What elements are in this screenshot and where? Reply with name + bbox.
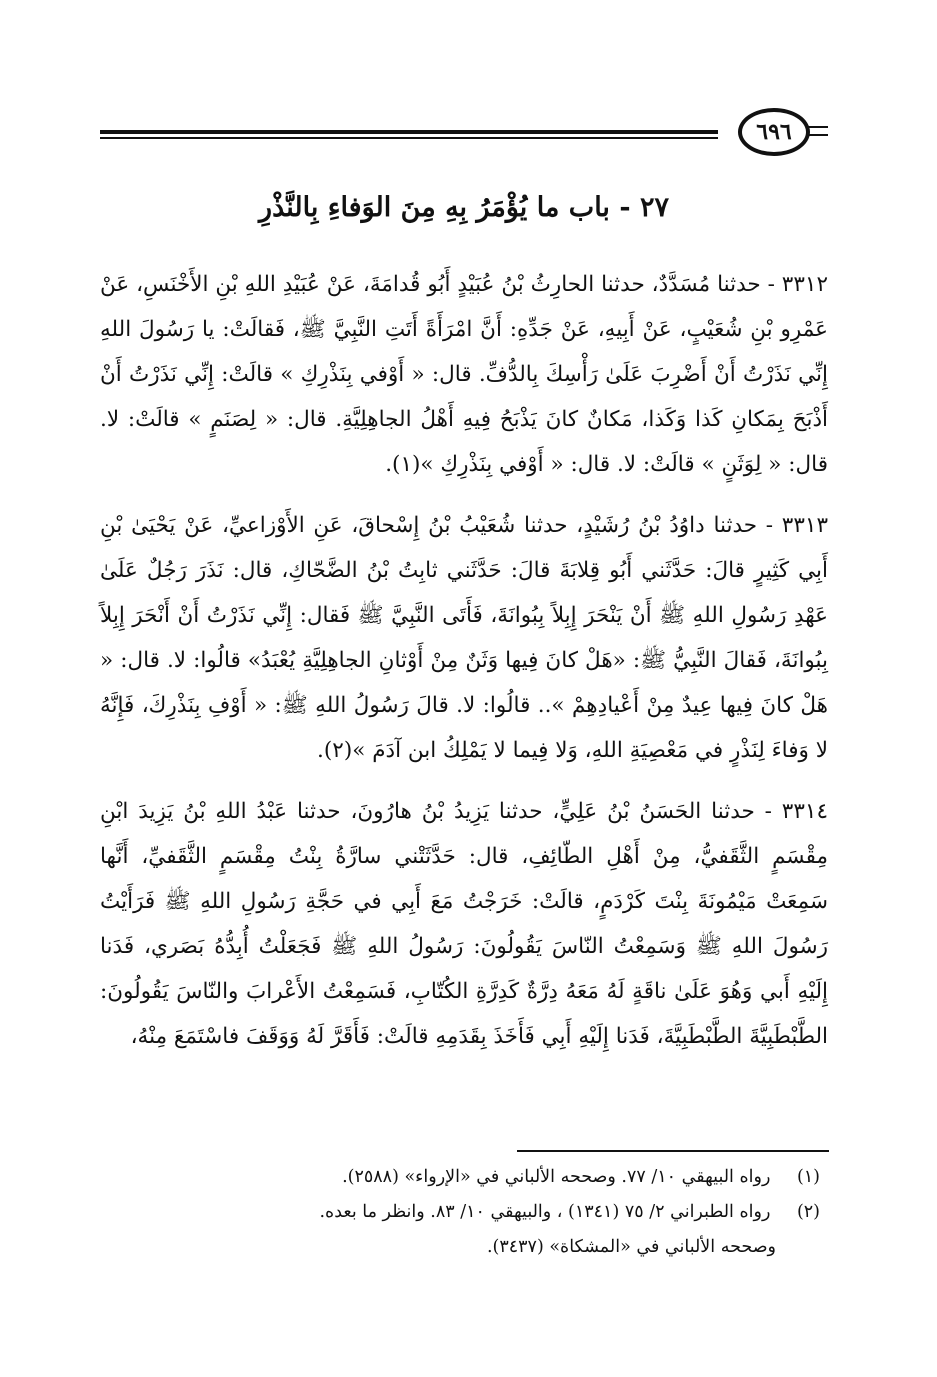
- footnote-text: وصححه الألباني في «المشكاة» (٣٤٣٧).: [486, 1237, 776, 1257]
- footnote-text: رواه الطبراني ٢/ ٧٥ (١٣٤١) ، والبيهقي ١٠/ ٨٣. وانظر ما بعده.: [319, 1202, 771, 1222]
- footnote-separator: [517, 1150, 829, 1152]
- footnote-2: [100, 1195, 820, 1230]
- hadith-3312: [100, 262, 828, 487]
- chapter-title: ٢٧ - باب ما يُؤْمَرُ بِهِ مِنَ الوَفاءِ بِالنَّذْرِ: [259, 192, 669, 223]
- footnote-1: [100, 1160, 820, 1195]
- footnote-number: (٢): [796, 1202, 820, 1222]
- footnote-number: (١): [796, 1167, 820, 1187]
- hadith-3313: [100, 503, 828, 773]
- footnotes: [100, 1160, 820, 1265]
- header-rule: [100, 130, 718, 134]
- hadith-text: ٣٣١٢ - حدثنا مُسَدَّدٌ، حدثنا الحارِثُ بْنُ عُبَيْدٍ أَبُو قُدامَةَ، عَنْ عُبَيْدِ اللهِ بْنِ الأَخْنَسِ، عَنْ عَمْرِو بْنِ شُعَيْبٍ، عَنْ أَبِيهِ، عَنْ جَدِّهِ: أَنَّ امْرَأَةً أَتَتِ النَّبِيَّ ﷺ، فَقالَتْ: يا رَسُولَ اللهِ إِنِّي نَذَرْتُ أَنْ أَضْرِبَ عَلَىٰ رَأْسِكَ بِالدُّفِّ. قال: « أَوْفي بِنَذْرِكِ » قالَتْ: إِنِّي نَذَرْتُ أَنْ أَذْبَحَ بِمَكانِ كَذا وَكَذا، مَكانٌ كانَ يَذْبَحُ فِيهِ أَهْلُ الجاهِلِيَّةِ. قال: « لِصَنَمٍ » قالَتْ: لا. قال: « لِوَثَنٍ » قالَتْ: لا. قال: « أَوْفي بِنَذْرِكِ »(١).: [100, 272, 828, 477]
- main-text: [100, 262, 828, 1059]
- hadith-text: ٣٣١٣ - حدثنا داوُدُ بْنُ رُشَيْدٍ، حدثنا شُعَيْبُ بْنُ إِسْحاقَ، عَنِ الأَوْزاعيِّ، عَنْ يَحْيَىٰ بْنِ أَبِي كَثِيرٍ قالَ: حَدَّثَني أَبُو قِلابَةَ قالَ: حَدَّثَني ثابِتُ بْنُ الضَّحّاكِ، قال: نَذَرَ رَجُلٌ عَلَىٰ عَهْدِ رَسُولِ اللهِ ﷺ أَنْ يَنْحَرَ إِبِلاً بِبُوانَةَ، فَأَتَى النَّبِيَّ ﷺ فَقال: إِنِّي نَذَرْتُ أَنْ أَنْحَرَ إِبِلاً بِبُوانَةَ، فَقالَ النَّبِيُّ ﷺ: «هَلْ كانَ فِيها وَثَنٌ مِنْ أَوْثانِ الجاهِلِيَّةِ يُعْبَدُ» قالُوا: لا. قال: « هَلْ كانَ فِيها عِيدٌ مِنْ أَعْيادِهِمْ ».. قالُوا: لا. قالَ رَسُولُ اللهِ ﷺ: « أَوْفِ بِنَذْرِكَ، فَإِنَّهُ لا وَفاءَ لِنَذْرٍ في مَعْصِيَةِ اللهِ، وَلا فِيما لا يَمْلِكُ ابن آدَمَ »(٢).: [100, 513, 828, 763]
- footnote-text: رواه البيهقي ١٠/ ٧٧. وصححه الألباني في «الإرواء» (٢٥٨٨).: [342, 1167, 771, 1187]
- hadith-text: ٣٣١٤ - حدثنا الحَسَنُ بْنُ عَلِيٍّ، حدثنا يَزِيدُ بْنُ هارُونَ، حدثنا عَبْدُ اللهِ بْنُ يَزِيدَ ابْنِ مِقْسَمٍ الثَّقَفيُّ، مِنْ أَهْلِ الطّائِفِ، قال: حَدَّثَتْني سارَّةُ بِنْتُ مِقْسَمٍ الثَّقَفيِّ، أَنَّها سَمِعَتْ مَيْمُونَةَ بِنْتَ كَرْدَمٍ، قالَتْ: خَرَجْتُ مَعَ أَبِي في حَجَّةِ رَسُولِ اللهِ ﷺ فَرَأَيْتُ رَسُولَ اللهِ ﷺ وَسَمِعْتُ النّاسَ يَقُولُونَ: رَسُولُ اللهِ ﷺ فَجَعَلْتُ أُبِدُّهُ بَصَري، فَدَنا إِلَيْهِ أَبي وَهُوَ عَلَىٰ ناقَةٍ لَهُ مَعَهُ دِرَّةٌ كَدِرَّةِ الكُتّابِ، فَسَمِعْتُ الأَعْرابَ والنّاسَ يَقُولُونَ: الطَّبْطَبِيَّةَ الطَّبْطَبِيَّةَ، فَدَنا إِلَيْهِ أَبِي فَأَخَذَ بِقَدَمِهِ قالَتْ: فَأَقَرَّ لَهُ وَوَقَفَ فاسْتَمَعَ مِنْهُ،: [100, 799, 828, 1049]
- header-rule-thin: [100, 137, 718, 139]
- footnote-2-continued: [100, 1230, 820, 1265]
- page-header: [100, 108, 828, 160]
- page-number: ٦٩٦: [738, 108, 810, 156]
- hadith-3314: [100, 789, 828, 1059]
